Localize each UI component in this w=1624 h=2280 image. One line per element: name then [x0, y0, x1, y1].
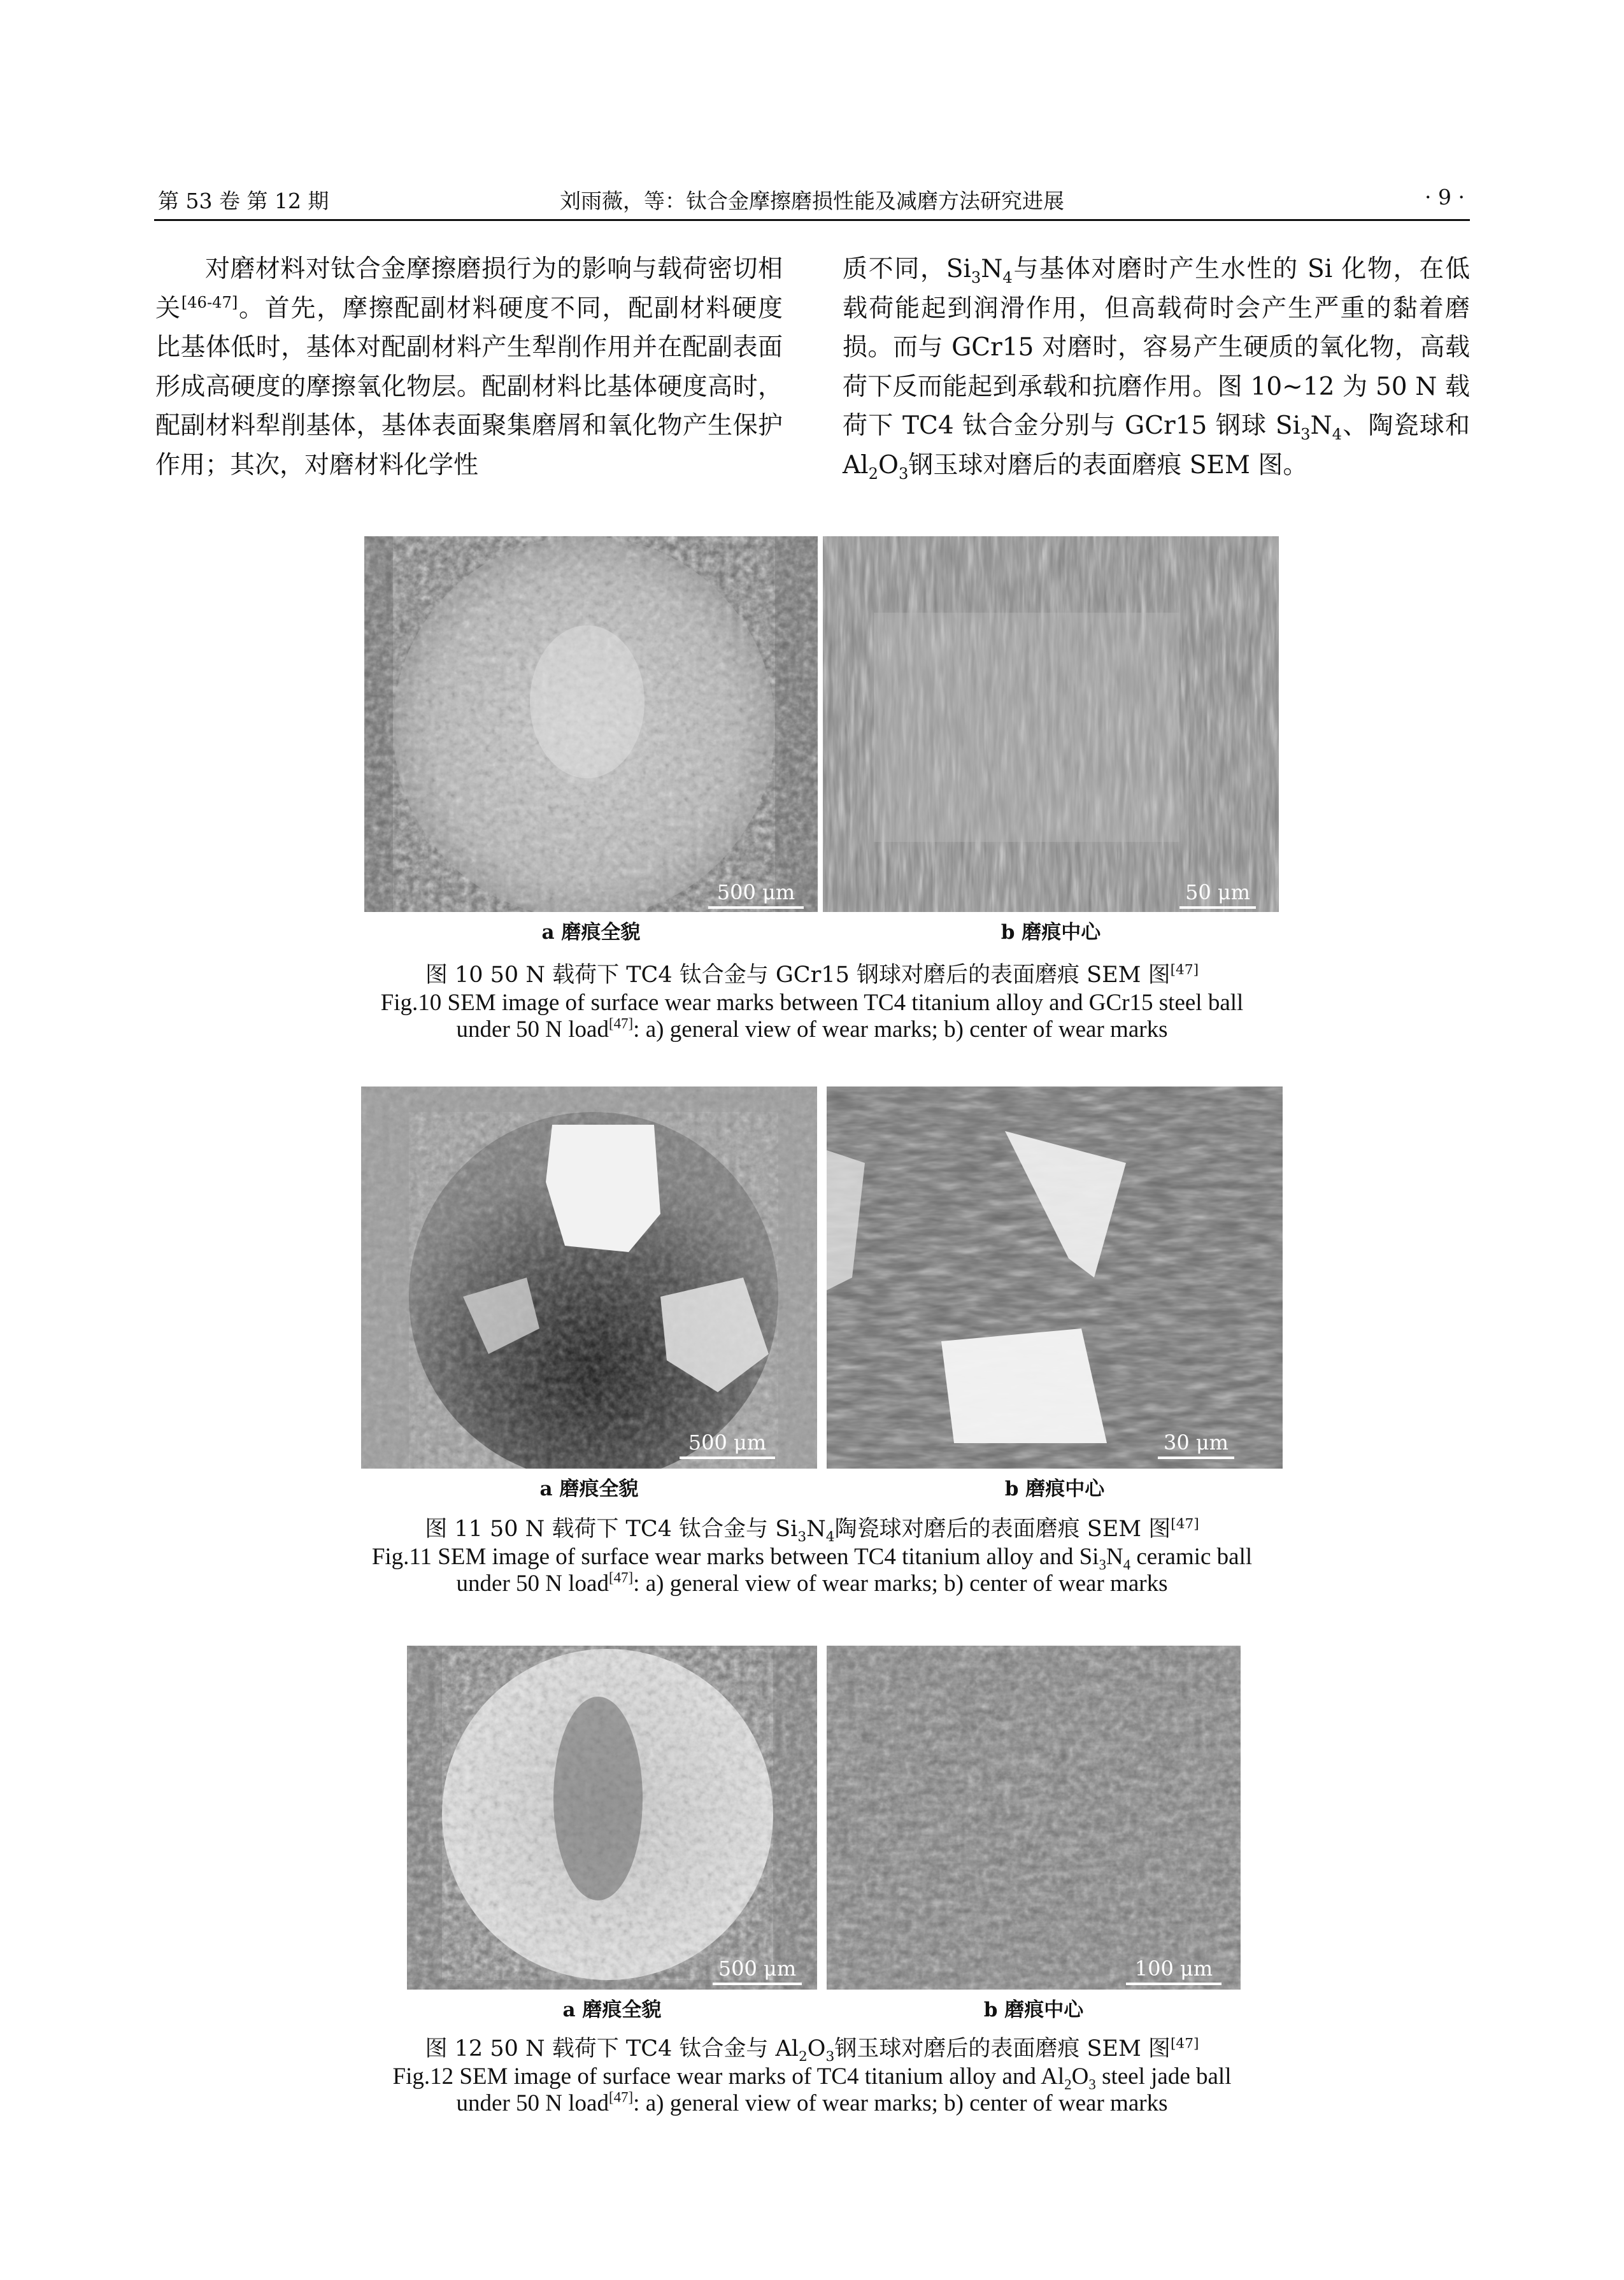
body-column-left — [155, 250, 783, 485]
header-volume-issue: 第 53 卷 第 12 期 — [158, 189, 329, 213]
scale-bar: 30 μm — [1158, 1430, 1234, 1459]
figure-caption-cn: 图 12 50 N 载荷下 TC4 钛合金与 $Al_2O_3$钢玉球对磨后的表面磨痕 SEM 图[47] — [425, 2035, 1199, 2065]
paragraph: 质不同，$Si_3N_4$与基体对磨时产生水性的 Si 化物，在低载荷能起到润滑作用，但高载荷时会产生严重的黏着磨损。而与 GCr15 对磨时，容易产生硬质的氧化物，高载荷下反而能起到承载和抗磨作用。图 10~12 为 50 N 载荷下 TC4 钛合金分别与 GCr15 钢球 $Si_3N_4$、陶瓷球和 $Al_2O_3$钢玉球对磨后的表面磨痕 SEM 图。 — [843, 255, 1470, 483]
scale-bar: 500 μm — [708, 880, 804, 909]
scale-bar: 500 μm — [680, 1430, 775, 1459]
subfigure-label-a: a 磨痕全貌 — [562, 1999, 662, 2021]
header-page-number: · 9 · — [1425, 185, 1465, 210]
subfigure-label-a: a 磨痕全貌 — [541, 921, 641, 944]
sem-image-center — [823, 536, 1279, 912]
sem-image-general-view — [364, 536, 818, 912]
citation: [46-47] — [181, 293, 238, 311]
subfigure-label-b: b 磨痕中心 — [1001, 921, 1101, 944]
figure-caption-en: Fig.12 SEM image of surface wear marks of TC4 titanium alloy and $Al_2O_3$ steel jade ball under 50 N load[47]: a) general view of wear marks; b) center of wear marks — [392, 2063, 1232, 2116]
paragraph: 对磨材料对钛合金摩擦磨损行为的影响与载荷密切相关[46-47]。首先，摩擦配副材料硬度不同，配副材料硬度比基体低时，基体对配副材料产生犁削作用并在配副表面形成高硬度的摩擦氧化物层。配副材料比基体硬度高时，配副材料犁削基体，基体表面聚集磨屑和氧化物产生保护作用；其次，对磨材料化学性 — [155, 255, 783, 480]
figure-caption-en: Fig.10 SEM image of surface wear marks between TC4 titanium alloy and GCr15 steel ball under 50 N load[47]: a) general view of wear marks; b) center of wear marks — [380, 990, 1244, 1043]
body-column-right — [843, 250, 1470, 485]
scale-bar: 50 μm — [1179, 880, 1256, 909]
sem-image-center — [827, 1087, 1283, 1469]
scale-bar: 500 μm — [713, 1956, 802, 1985]
running-header — [154, 176, 1470, 221]
subfigure-label-b: b 磨痕中心 — [983, 1999, 1084, 2021]
scale-bar: 100 μm — [1126, 1956, 1222, 1985]
subfigure-label-b: b 磨痕中心 — [1004, 1478, 1105, 1500]
header-title: 刘雨薇，等：钛合金摩擦磨损性能及减磨方法研究进展 — [560, 189, 1064, 213]
sem-image-general-view — [361, 1087, 817, 1469]
figure-caption-en: Fig.11 SEM image of surface wear marks between TC4 titanium alloy and $Si_3N_4$ ceramic ball under 50 N load[47]: a) general view of wear marks; b) center of wear marks — [371, 1544, 1253, 1597]
sem-image-general-view — [407, 1646, 817, 1990]
figure-caption-cn: 图 11 50 N 载荷下 TC4 钛合金与 $Si_3N_4$陶瓷球对磨后的表面磨痕 SEM 图[47] — [425, 1516, 1199, 1545]
figure-caption-cn: 图 10 50 N 载荷下 TC4 钛合金与 GCr15 钢球对磨后的表面磨痕 SEM 图[47] — [425, 962, 1199, 988]
sem-image-center — [827, 1646, 1241, 1990]
subfigure-label-a: a 磨痕全貌 — [539, 1478, 639, 1500]
